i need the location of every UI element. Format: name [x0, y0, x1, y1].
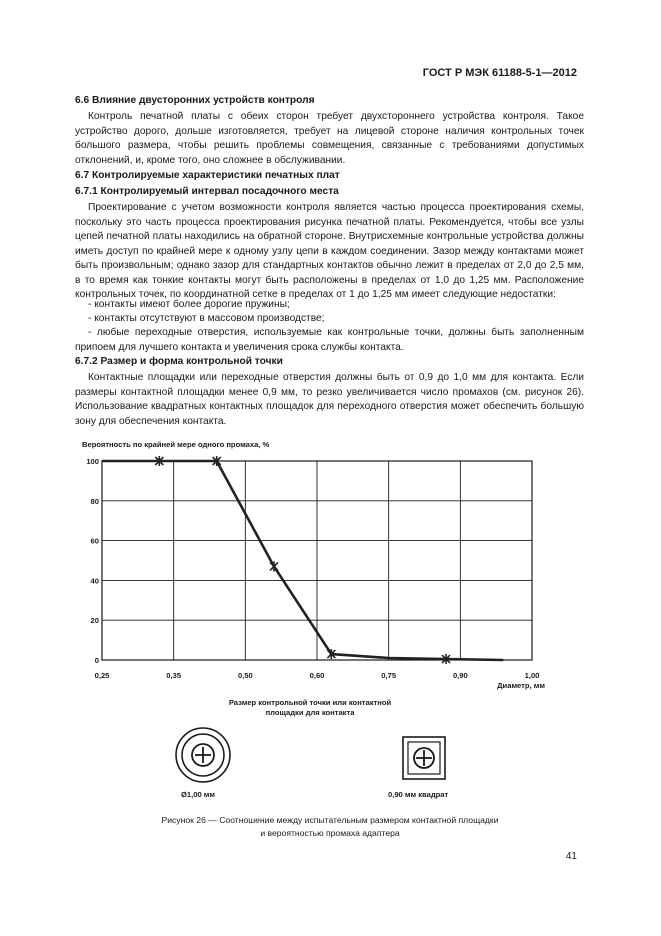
data-point-marker: [270, 561, 278, 571]
square-pad-icon: [400, 734, 450, 784]
x-tick-label: 0,35: [166, 671, 182, 680]
x-axis-title-line1: Размер контрольной точки или контактной: [228, 698, 392, 707]
x-tick-label: 0,25: [94, 671, 110, 680]
y-tick-label: 20: [90, 616, 99, 626]
figure-caption-line2: и вероятностью промаха адаптера: [260, 828, 400, 838]
section-6-7-title: 6.7 Контролируемые характеристики печатных плат: [75, 170, 340, 181]
list-item: - контакты отсутствуют в массовом производстве;: [88, 313, 325, 324]
section-6-7-1-title: 6.7.1 Контролируемый интервал посадочного места: [75, 186, 339, 197]
x-axis-label: Диаметр, мм: [497, 681, 545, 690]
section-6-6-paragraph: Контроль печатной платы с обеих сторон требует двухстороннего устройства контроля. Такое устройство дорого, дольше изготовляется, требует на лицевой стороне наличия контрольных точек большого размера, чтобы решить проблемы совмещения, связанные с требованиями допустимых отклонений, и, кроме того, оно сложнее в обслуживании.: [75, 111, 584, 166]
y-tick-label: 40: [90, 576, 99, 586]
x-axis-title-line2: площадки для контакта: [265, 708, 355, 717]
x-tick-labels: [95, 671, 540, 680]
round-pad-icon: [172, 724, 236, 788]
data-series: [102, 456, 503, 664]
figure-caption-line1: Рисунок 26 — Соотношение между испытательным размером контактной площадки: [161, 815, 499, 825]
list-item: - контакты имеют более дорогие пружины;: [88, 299, 290, 310]
x-tick-label: 0,50: [237, 671, 253, 680]
section-6-7-2-paragraph: Контактные площадки или переходные отверстия должны быть от 0,9 до 1,0 мм для контакта. Если размеры контактной площадки менее 0,9 мм, то резко увеличивается число промахов (см. рисунок 26). Использование квадратных контактных площадок для переходного отверстия может обеспечить большую зону для обеспечения контакта.: [75, 372, 584, 427]
section-6-6-title: 6.6 Влияние двусторонних устройств контроля: [75, 95, 315, 106]
y-axis-title: Вероятность по крайней мере одного промаха, %: [82, 440, 270, 449]
y-tick-label: 100: [86, 457, 99, 466]
x-tick-label: 1,00: [524, 671, 540, 680]
miss-probability-chart: [60, 435, 570, 725]
square-pad-label: 0,90 мм квадрат: [388, 790, 449, 799]
x-tick-label: 0,90: [452, 671, 468, 680]
round-pad-label: Ø1,00 мм: [181, 790, 216, 799]
list-item: - любые переходные отверстия, используемые как контрольные точки, должны быть заполненным припоем для лучшего контакта и увеличения срока службы контакта.: [75, 327, 584, 353]
y-tick-label: 0: [94, 656, 99, 665]
y-tick-label: 60: [90, 536, 99, 546]
y-tick-labels: [86, 457, 99, 665]
standard-designation: ГОСТ Р МЭК 61188-5-1—2012: [422, 67, 577, 79]
y-tick-label: 80: [90, 496, 99, 506]
x-tick-label: 0,75: [381, 671, 397, 680]
x-tick-label: 0,60: [309, 671, 325, 680]
page-number: 41: [565, 851, 577, 862]
section-6-7-1-paragraph: Проектирование с учетом возможности контроля является частью процесса проектирования схемы, поскольку это часть процесса проектирования рисунка печатной платы. Рекомендуется, чтобы все узлы цепей печатной платы находились на обратной стороне. Внутрисхемные контрольные устройства должны иметь доступ по крайней мере к одному узлу цепи в каждом соединении. Зазор между контактами может быть произвольным; однако зазор для стандартных контактов обычно лежит в пределах от 2,0 до 2,5 мм, в то время как тонкие контакты могут быть расположены в пределах от 1,0 до 1,25 мм. Расположение контрольных точек, по координатной сетке в пределах от 1 до 1,25 мм имеет следующие недостатки:: [75, 202, 584, 300]
section-6-7-2-title: 6.7.2 Размер и форма контрольной точки: [75, 356, 283, 367]
series-line: [102, 461, 503, 660]
